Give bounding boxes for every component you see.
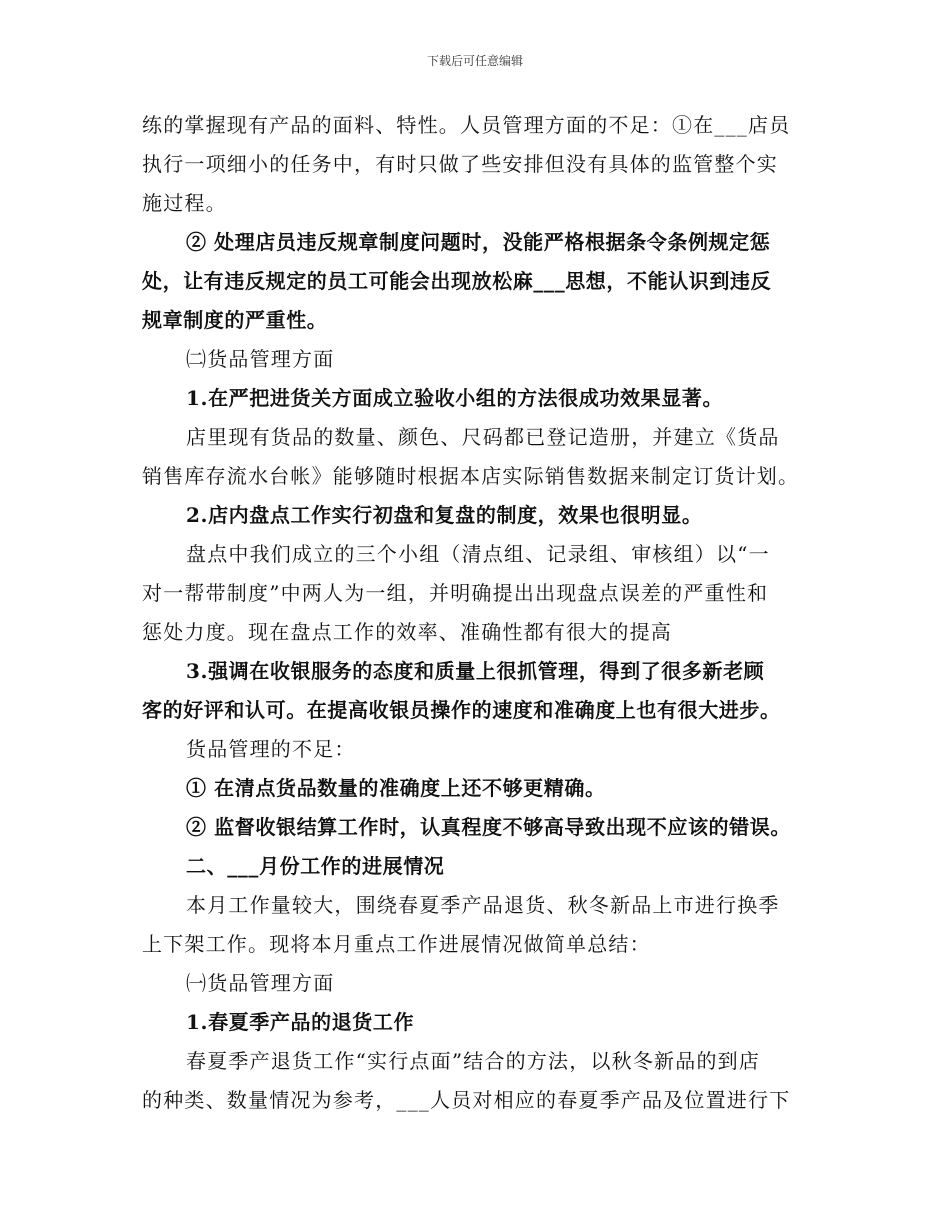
numbered-heading: 3.强调在收银服务的态度和质量上很抓管理，得到了很多新老顾 — [186, 659, 765, 683]
section-heading: ㈠货品管理方面 — [186, 971, 335, 995]
paragraph-line: 春夏季产退货工作“实行点面”结合的方法，以秋冬新品的到店 — [186, 1049, 761, 1073]
paragraph-line: 本月工作量较大，围绕春夏季产品退货、秋冬新品上市进行换季 — [186, 893, 780, 917]
bold-paragraph-line: 规章制度的严重性。 — [142, 308, 328, 332]
paragraph-line: 盘点中我们成立的三个小组（清点组、记录组、审核组）以“一 — [186, 542, 770, 566]
bold-paragraph-line: ① 在清点货品数量的准确度上还不够更精确。 — [186, 776, 606, 800]
section-heading: 二、___月份工作的进展情况 — [186, 854, 445, 878]
paragraph-line: 上下架工作。现将本月重点工作进展情况做简单总结： — [142, 932, 651, 956]
bold-paragraph-line: 客的好评和认可。在提高收银员操作的速度和准确度上也有很大进步。 — [142, 698, 781, 722]
section-heading: ㈡货品管理方面 — [186, 347, 335, 371]
paragraph-line: 执行一项细小的任务中，有时只做了些安排但没有具体的监管整个实 — [142, 152, 778, 176]
numbered-heading: 1.春夏季产品的退货工作 — [186, 1010, 415, 1034]
numbered-heading: 2.店内盘点工作实行初盘和复盘的制度，效果也很明显。 — [186, 503, 703, 527]
document-body — [142, 106, 812, 1120]
paragraph-line: 施过程。 — [142, 191, 227, 215]
paragraph-line: 惩处力度。现在盘点工作的效率、准确性都有很大的提高 — [142, 620, 672, 644]
paragraph-line: 销售库存流水台帐》能够随时根据本店实际销售数据来制定订货计划。 — [142, 464, 800, 488]
bold-paragraph-line: ② 监督收银结算工作时，认真程度不够高导致出现不应该的错误。 — [186, 815, 791, 839]
paragraph-line: 对一帮带制度”中两人为一组，并明确提出出现盘点误差的严重性和 — [142, 581, 769, 605]
bold-paragraph-line: ② 处理店员违反规章制度问题时，没能严格根据条令条例规定惩 — [186, 230, 771, 254]
paragraph-line: 的种类、数量情况为参考，___人员对相应的春夏季产品及位置进行下 — [142, 1088, 791, 1112]
paragraph-line: 练的掌握现有产品的面料、特性。人员管理方面的不足：①在___店员 — [142, 113, 791, 137]
paragraph-line: 店里现有货品的数量、颜色、尺码都已登记造册，并建立《货品 — [186, 425, 780, 449]
paragraph-line: 货品管理的不足： — [186, 737, 356, 761]
numbered-heading: 1.在严把进货关方面成立验收小组的方法很成功效果显著。 — [186, 386, 724, 410]
bold-paragraph-line: 处，让有违反规定的员工可能会出现放松麻___思想，不能认识到违反 — [142, 269, 772, 293]
page-header: 下载后可任意编辑 — [426, 54, 523, 68]
